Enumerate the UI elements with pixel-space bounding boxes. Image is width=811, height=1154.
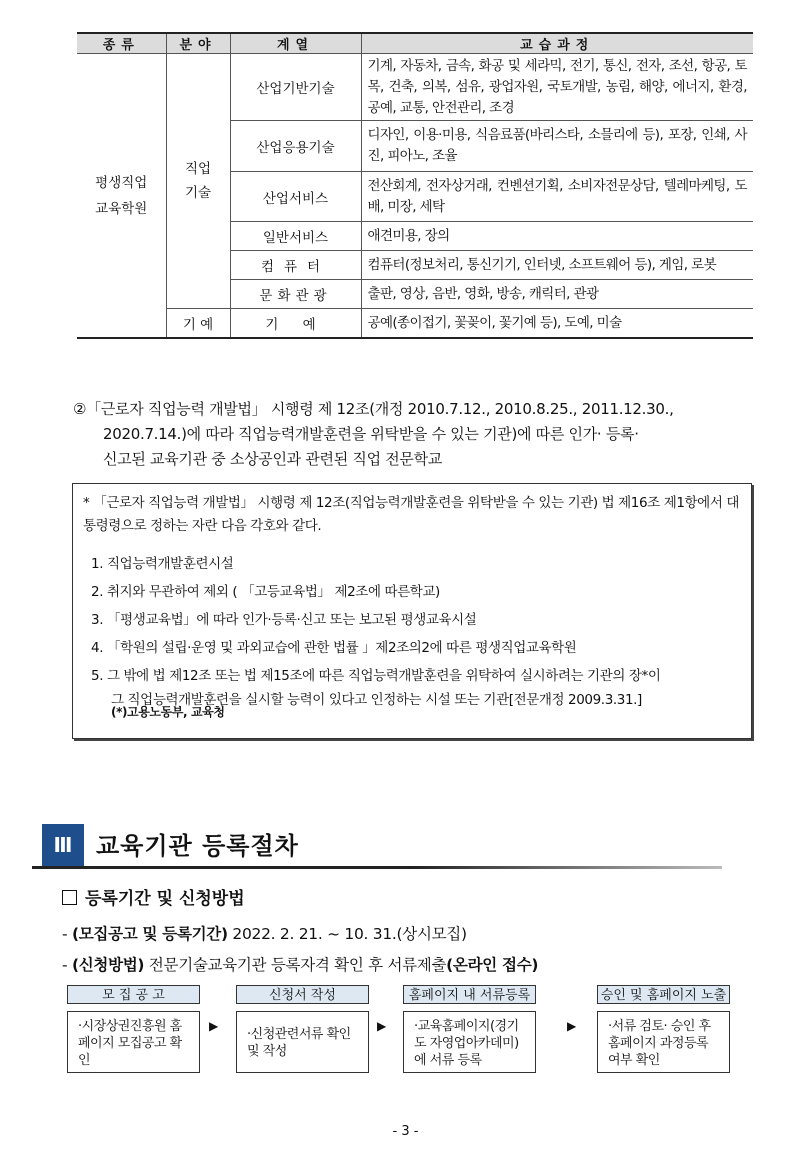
list-item: 1. 직업능력개발훈련시설 <box>91 556 234 572</box>
flow-step-approval <box>597 985 730 1073</box>
category-line-2: 교육학원 <box>95 200 148 217</box>
arrow-right-icon: ▶ <box>377 1019 387 1033</box>
note-list <box>91 550 747 712</box>
paragraph-line-1: 「근로자 직업능력 개발법」 시행령 제 12조(개정 2010.7.12., 2010.8.25., 2011.12.30., <box>86 400 674 418</box>
header-course: 교습과정 <box>361 33 753 54</box>
series-cell: 일반서비스 <box>230 222 361 251</box>
subheading <box>62 884 245 909</box>
section-divider <box>32 866 722 869</box>
table-row <box>77 309 753 339</box>
header-category: 종류 <box>77 33 166 54</box>
flow-step-body: ·교육홈페이지(경기도 자영업아카데미)에 서류 등록 <box>403 1011 536 1073</box>
section-number: Ⅲ <box>42 824 84 866</box>
list-item: 4. 「학원의 설립·운영 및 과외교습에 관한 법률 」제2조의2에 따른 평생직업교육학원 <box>91 640 577 656</box>
page-number: - 3 - <box>392 1124 419 1139</box>
flow-step-registration <box>403 985 536 1073</box>
course-table <box>77 32 753 339</box>
list-item: 2. 취지와 무관하여 제외 ( 「고등교육법」 제2조에 따른학교) <box>91 584 440 600</box>
detail-cell: 애견미용, 장의 <box>361 222 753 251</box>
arrow-right-icon: ▶ <box>567 1019 577 1033</box>
dash-marker: - <box>62 956 68 974</box>
detail-cell: 기계, 자동차, 금속, 화공 및 세라믹, 전기, 통신, 전자, 조선, 항공, 토목, 건축, 의복, 섬유, 광업자원, 국토개발, 농림, 해양, 에너지, 환경, 공예, 교통, 안전관리, 조경 <box>361 54 753 121</box>
method-emphasis: (온라인 접수) <box>446 956 539 974</box>
flow-step-title: 홈페이지 내 서류등록 <box>403 985 536 1004</box>
paragraph-line-3: 신고된 교육기관 중 소상공인과 관련된 직업 전문학교 <box>103 450 442 468</box>
detail-cell: 전산회계, 전자상거래, 컨벤션기획, 소비자전문상담, 텔레마케팅, 도배, 미장, 세탁 <box>361 172 753 222</box>
checkbox-icon <box>62 890 77 905</box>
section-title: 교육기관 등록절차 <box>96 832 299 860</box>
process-flow <box>67 985 737 1080</box>
paragraph-marker: ② <box>73 400 87 418</box>
flow-step-title: 신청서 작성 <box>236 985 369 1004</box>
flow-step-body: ·서류 검토· 승인 후 홈페이지 과정등록 여부 확인 <box>597 1011 730 1073</box>
field-line-1: 직업 <box>184 161 212 177</box>
list-item-5-line-2: 그 직업능력개발훈련을 실시할 능력이 있다고 인정하는 시설 또는 기관[전문개정 2009.3.31.] <box>111 692 642 708</box>
field-job-cell <box>166 54 230 309</box>
category-line-1: 평생직업 <box>95 174 148 191</box>
table-row <box>77 54 753 121</box>
series-cell: 컴퓨터 <box>230 251 361 280</box>
series-cell: 문화관광 <box>230 280 361 309</box>
series-cell: 산업기반기술 <box>230 54 361 121</box>
header-series: 계열 <box>230 33 361 54</box>
series-cell: 산업응용기술 <box>230 121 361 172</box>
table-header-row <box>77 33 753 54</box>
list-item: 3. 「평생교육법」에 따라 인가·등록·신고 또는 보고된 평생교육시설 <box>91 612 477 628</box>
series-cell: 기 예 <box>230 309 361 339</box>
category-cell <box>77 54 166 339</box>
detail-cell: 디자인, 이용·미용, 식음료품(바리스타, 소믈리에 등), 포장, 인쇄, 사진, 피아노, 조율 <box>361 121 753 172</box>
flow-step-title: 모 집 공 고 <box>67 985 200 1004</box>
flow-step-body: ·신청관련서류 확인 및 작성 <box>236 1011 369 1073</box>
field-art-cell: 기 예 <box>166 309 230 339</box>
section-header <box>32 820 722 868</box>
detail-cell: 출판, 영상, 음반, 영화, 방송, 캐릭터, 관광 <box>361 280 753 309</box>
flow-step-body: ·시장상권진흥원 홈페이지 모집공고 확인 <box>67 1011 200 1073</box>
list-item-5-line-1: 5. 그 밖에 법 제12조 또는 법 제15조에 따른 직업능력개발훈련을 위탁하여 실시하려는 기관의 장*이 <box>91 668 661 684</box>
flow-step-announcement <box>67 985 200 1073</box>
series-cell: 산업서비스 <box>230 172 361 222</box>
subheading-text: 등록기간 및 신청방법 <box>85 889 245 909</box>
field-line-2: 기술 <box>184 185 212 201</box>
dash-marker: - <box>62 925 68 943</box>
flow-step-title: 승인 및 홈페이지 노출 <box>597 985 730 1004</box>
note-footnote: (*)고용노동부, 교육청 <box>111 705 225 719</box>
header-field: 분야 <box>166 33 230 54</box>
paragraph-line-2: 2020.7.14.)에 따라 직업능력개발훈련을 위탁받을 수 있는 기관)에 따른 인가· 등록· <box>103 425 639 443</box>
period-line <box>62 922 467 944</box>
note-box <box>72 483 752 739</box>
arrow-right-icon: ▶ <box>209 1019 219 1033</box>
flow-step-application <box>236 985 369 1073</box>
period-value: 2022. 2. 21. ~ 10. 31.(상시모집) <box>232 925 467 943</box>
method-label: (신청방법) <box>71 956 145 974</box>
detail-cell: 컴퓨터(정보처리, 통신기기, 인터넷, 소프트웨어 등), 게임, 로봇 <box>361 251 753 280</box>
detail-cell: 공예(종이접기, 꽃꽂이, 꽃기예 등), 도예, 미술 <box>361 309 753 339</box>
paragraph-2 <box>73 397 733 472</box>
period-label: (모집공고 및 등록기간) <box>71 925 228 943</box>
method-line <box>62 953 538 975</box>
method-text: 전문기술교육기관 등록자격 확인 후 서류제출 <box>148 956 447 974</box>
note-intro: * 「근로자 직업능력 개발법」 시행령 제 12조(직업능력개발훈련을 위탁받을 수 있는 기관) 법 제16조 제1항에서 대통령령으로 정하는 자란 다음 각호와 같다. <box>83 495 739 534</box>
